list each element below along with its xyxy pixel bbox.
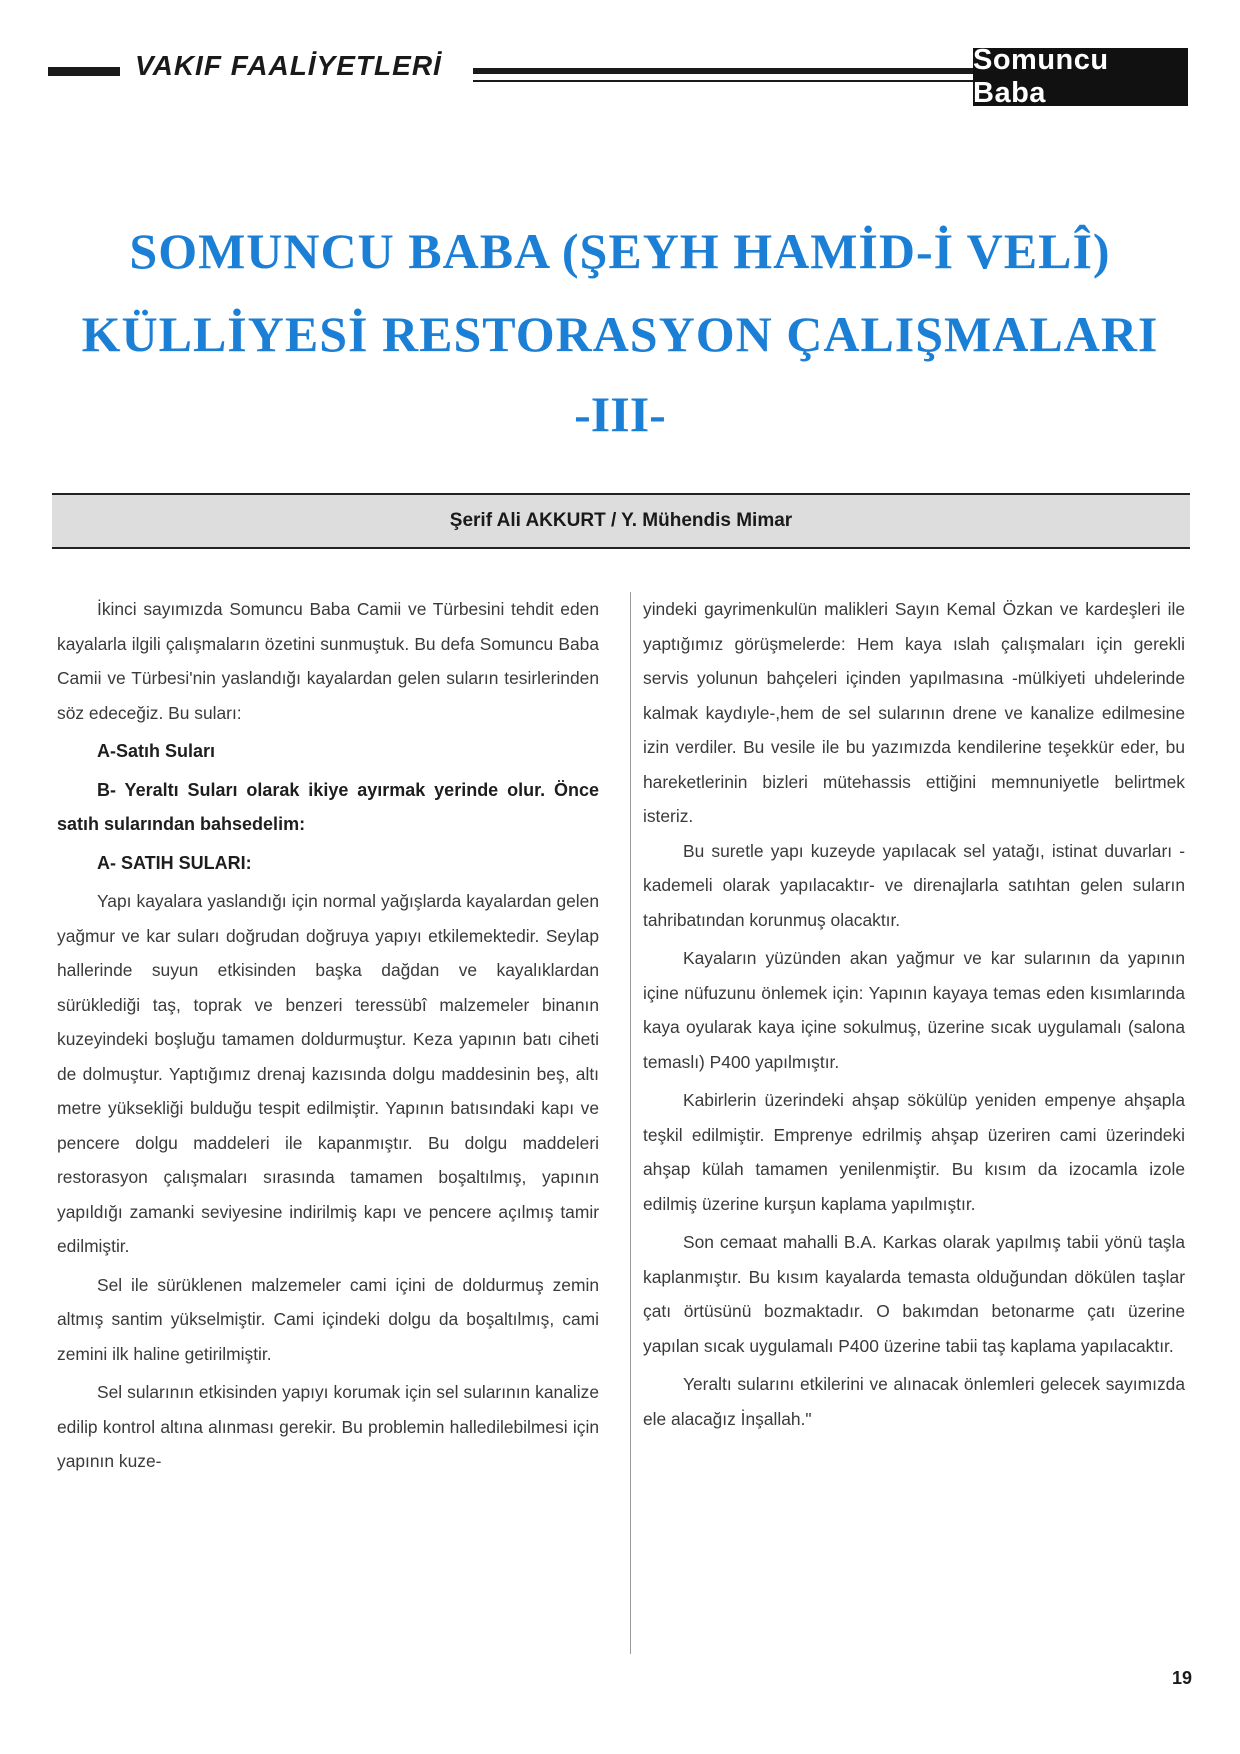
paragraph: yindeki gayrimenkulün malikleri Sayın Kemal Özkan ve kardeşleri ile yaptığımız görüşmelerde: Hem kaya ıslah çalışmaları için gerekli servis yolunun bahçeleri içinden yapılmasına -mülkiyeti uhdelerinde kalmak kaydıyle-,hem de sel sularının drene ve kanalize edilmesine izin verdiler. Bu vesile ile bu yazımızda kendilerine teşekkür eder, bu hareketlerinin bizleri mütehassis ettiğini memnuniyetle belirtmek isteriz. xyxy=(643,599,1185,826)
subheading-yeralti: B- Yeraltı Suları olarak ikiye ayırmak yerinde olur. Önce satıh sularından bahsedelim: xyxy=(57,779,599,834)
paragraph: Kayaların yüzünden akan yağmur ve kar sularının da yapının içine nüfuzunu önlemek için: Yapının kayaya temas eden kısımlarında kaya oyularak kaya içine sokulmuş, üzerine sıcak uygulamalı (salona temaslı) P400 yapılmıştır. xyxy=(643,948,1185,1072)
section-heading: A- SATIH SULARI: xyxy=(97,852,252,873)
paragraph: Sel sularının etkisinden yapıyı korumak için sel sularının kanalize edilip kontrol altına alınması gerekir. Bu problemin halledilebilmesi için yapının kuze- xyxy=(57,1382,599,1471)
magazine-badge: Somuncu Baba xyxy=(973,48,1188,106)
column-divider xyxy=(630,592,631,1654)
article-title-line-2: KÜLLİYESİ RESTORASYON ÇALIŞMALARI xyxy=(81,306,1159,362)
header-rule-right xyxy=(473,68,1033,74)
article-title-part-number: -III- xyxy=(574,386,666,442)
paragraph: Yeraltı sularını etkilerini ve alınacak önlemleri gelecek sayımızda ele alacağız İnşallah." xyxy=(643,1374,1185,1429)
paragraph: Kabirlerin üzerindeki ahşap sökülüp yeniden empenye ahşapla teşkil edilmiştir. Emprenye edrilmiş ahşap üzeriren cami üzerindeki ahşap külah tamamen yenilenmiştir. Bu kısım da izocamla izole edilmiş üzerine kurşun kaplama yapılmıştır. xyxy=(643,1090,1185,1214)
left-column xyxy=(57,592,599,1479)
paragraph: Bu suretle yapı kuzeyde yapılacak sel yatağı, istinat duvarları -kademeli olarak yapılacaktır- ve direnajlarla satıhtan gelen suların tahribatından korunmuş olacaktır. xyxy=(643,840,1185,930)
article-title-line-1: SOMUNCU BABA (ŞEYH HAMİD-İ VELÎ) xyxy=(129,223,1111,279)
section-header xyxy=(48,44,1188,110)
subheading-satih: A-Satıh Suları xyxy=(97,741,216,761)
author-byline xyxy=(52,493,1190,549)
author-text: Şerif Ali AKKURT / Y. Mühendis Mimar xyxy=(449,510,793,531)
paragraph: Sel ile sürüklenen malzemeler cami içini de doldurmuş zemin altmış santim yükselmiştir. Cami içindeki dolgu da boşaltılmış, cami zemini ilk haline getirilmiştir. xyxy=(57,1274,599,1364)
header-rule-left xyxy=(48,67,120,76)
paragraph: Yapı kayalara yaslandığı için normal yağışlarda kayalardan gelen yağmur ve kar suları doğrudan doğruya yapıyı etkilemektedir. Seylap hallerinde suyun etkisinden başka dağdan ve kayalıklardan sürüklediği taş, toprak ve benzeri teressübî malzemeler binanın kuzeyindeki boşluğu tamamen doldurmuştur. Keza yapının batı ciheti de dolmuştur. Yaptığımız drenaj kazısında dolgu maddesinin beş, altı metre yüksekliği bulduğu tespit edilmiştir. Yapının batısındaki kapı ve pencere dolgu maddeleri ile kapanmıştır. Bu dolgu maddeleri restorasyon çalışmaları sırasında tamamen boşaltılmış, yapının yapıldığı zamanki seviyesine indirilmiş kapı ve pencere açılmış tamir edilmiştir. xyxy=(57,891,599,1256)
paragraph: Son cemaat mahalli B.A. Karkas olarak yapılmış tabii yönü taşla kaplanmıştır. Bu kısım kayalarda temasta olduğundan dökülen taşlar çatı örtüsünü bozmaktadır. O bakımdan betonarme çatı üzerine yapılan sıcak uygulamalı P400 üzerine tabii taş kaplama yapılacaktır. xyxy=(643,1232,1185,1356)
paragraph: İkinci sayımızda Somuncu Baba Camii ve Türbesini tehdit eden kayalarla ilgili çalışmaların özetini sunmuştuk. Bu defa Somuncu Baba Camii ve Türbesi'nin yaslandığı kayalardan gelen suların tesirlerinden söz edeceğiz. Bu suları: xyxy=(57,599,599,723)
header-rule-right-thin xyxy=(473,80,1033,82)
section-label: VAKIF FAALİYETLERİ xyxy=(135,50,442,81)
right-column xyxy=(643,592,1185,1440)
page-number: 19 xyxy=(1172,1668,1193,1688)
